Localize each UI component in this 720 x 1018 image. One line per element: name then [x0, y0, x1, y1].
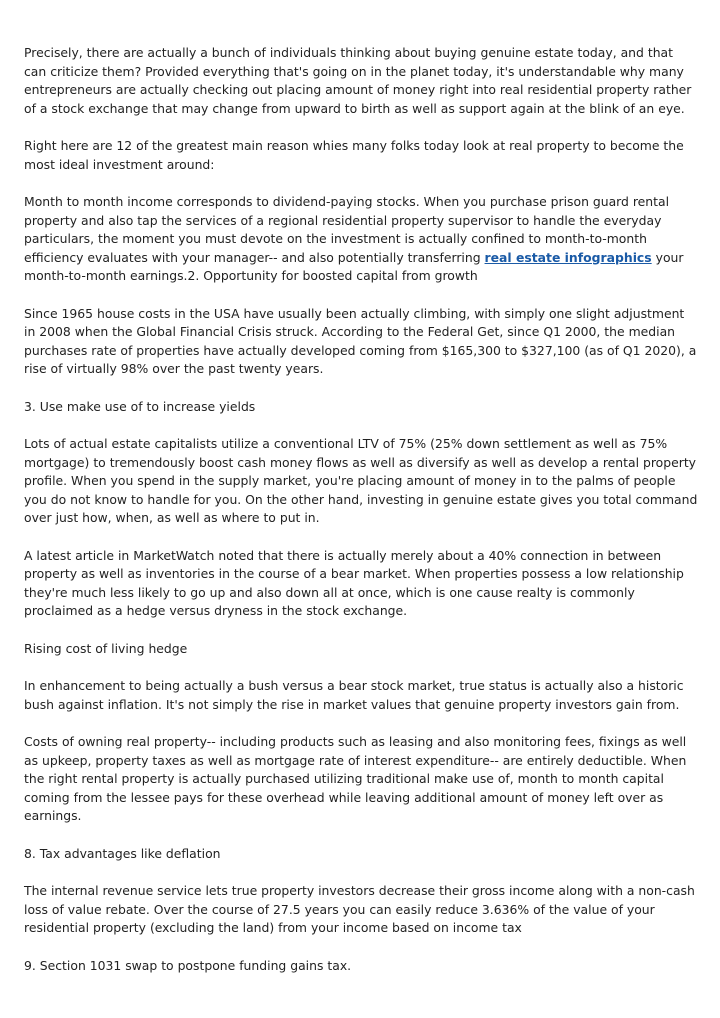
paragraph-irs: The internal revenue service lets true property investors decrease their gross income along with a non-cash loss of value rebate. Over the course of 27.5 years you can easily reduce 3.636% of the value of your residential property (excluding the land) from your income based on income tax [24, 883, 695, 935]
heading-section-1031: 9. Section 1031 swap to postpone funding gains tax. [24, 957, 352, 973]
heading-inflation-hedge: Rising cost of living hedge [24, 640, 188, 656]
heading-leverage: 3. Use make use of to increase yields [24, 398, 256, 414]
paragraph-monthly-income-text-end: your month-to-month earnings.2. Opportunity for boosted capital from growth [24, 249, 684, 283]
paragraph-intro: Precisely, there are actually a bunch of individuals thinking about buying genuine estate today, and that can criticize them? Provided everything that's going on in the planet today, it's understandable why many entrepreneurs are actually checking out placing amount of money right into real residential property rather of a stock exchange that may change from upward to birth as well as support again at the blink of an eye. [24, 45, 692, 116]
paragraph-inflation: In enhancement to being actually a bush versus a bear stock market, true status is actually also a historic bush against inflation. It's not simply the rise in market values that genuine property investors gain from. [24, 678, 684, 712]
article-body [24, 44, 698, 994]
heading-tax-advantages: 8. Tax advantages like deflation [24, 845, 221, 861]
paragraph-ltv: Lots of actual estate capitalists utilize a conventional LTV of 75% (25% down settlement as well as 75% mortgage) to tremendously boost cash money flows as well as diversify as well as develop a rental property profile. When you spend in the supply market, you're placing amount of money in to the palms of people you do not know to handle for you. On the other hand, investing in genuine estate gives you total command over just how, when, as well as where to put in. [24, 436, 698, 525]
paragraph-costs-deductible: Costs of owning real property-- including products such as leasing and also monitoring fees, fixings as well as upkeep, property taxes as well as mortgage rate of interest expenditure-- are entirely deductible. When the right rental property is actually purchased utilizing traditional make use of, month to month capital coming from the lessee pays for these overhead while leaving additional amount of money left over as earnings. [24, 734, 687, 823]
paragraph-marketwatch: A latest article in MarketWatch noted that there is actually merely about a 40% connection in between property as well as inventories in the course of a bear market. When properties possess a low relationship they're much less likely to go up and also down all at once, which is one cause realty is commonly proclaimed as a hedge versus dryness in the stock exchange. [24, 547, 684, 618]
paragraph-monthly-income [24, 193, 698, 286]
paragraph-house-costs: Since 1965 house costs in the USA have usually been actually climbing, with simply one slight adjustment in 2008 when the Global Financial Crisis struck. According to the Federal Get, since Q1 2000, the median purchases rate of properties have actually developed coming from $165,300 to $327,100 (as of Q1 2020), a rise of virtually 98% over the past twenty years. [24, 305, 697, 376]
paragraph-reasons-intro: Right here are 12 of the greatest main reason whies many folks today look at real property to become the most ideal investment around: [24, 138, 684, 172]
paragraph-monthly-income-text: Month to month income corresponds to dividend-paying stocks. When you purchase prison guard rental property and also tap the services of a regional residential property supervisor to handle the everyday particulars, the moment you must devote on the investment is actually confined to month-to-month efficiency evaluates with your manager-- and also potentially transferring [24, 194, 670, 265]
real-estate-infographics-link[interactable]: real estate infographics [484, 249, 652, 265]
